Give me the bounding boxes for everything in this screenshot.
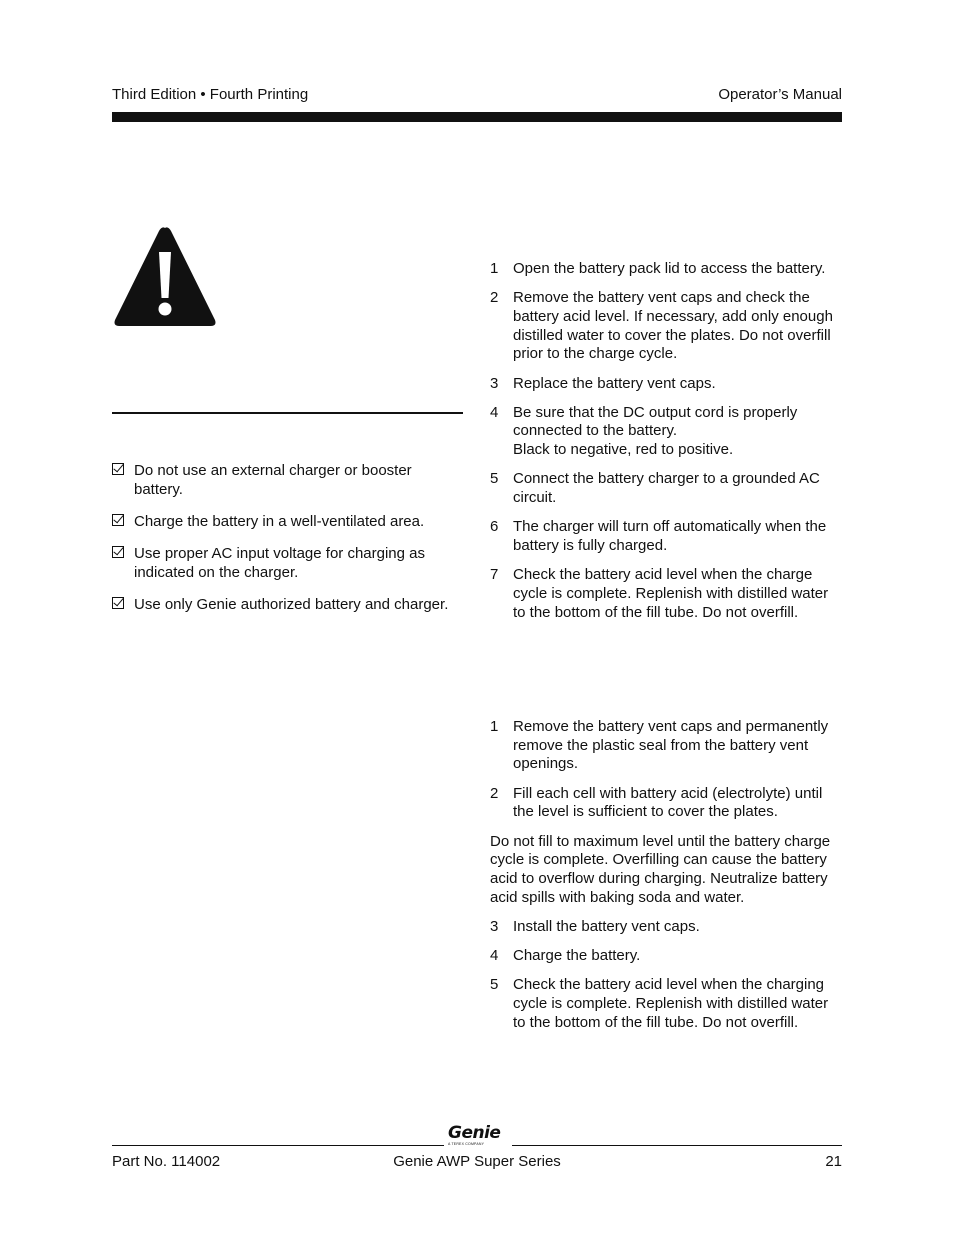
step-item: [490, 260, 842, 279]
step-text: Remove the battery vent caps and check the battery acid level. If necessary, add only enough distilled water to cover the plates. Do not overfill prior to the charge cycle.: [513, 289, 833, 363]
header-bar: [112, 112, 842, 122]
step-number: 5: [490, 470, 499, 488]
checklist-item: [112, 544, 464, 582]
step-number: 2: [490, 289, 499, 307]
step-text: Open the battery pack lid to access the battery.: [513, 260, 826, 277]
step-item: [490, 289, 842, 364]
step-text: The charger will turn off automatically when the battery is fully charged.: [513, 518, 827, 554]
step-number: 1: [490, 260, 499, 277]
step-item: [490, 976, 842, 1032]
step-item: [490, 718, 842, 774]
footer-rule-left: [112, 1145, 444, 1146]
step-number: 7: [490, 566, 499, 584]
step-text-secondary: Black to negative, red to positive.: [513, 441, 734, 459]
fill-steps: [490, 718, 842, 1043]
logo-wordmark: Genie: [448, 1123, 501, 1143]
step-item: [490, 375, 842, 394]
step-item: [490, 518, 842, 555]
checkbox-icon: [112, 597, 124, 609]
step-text: Replace the battery vent caps.: [513, 374, 716, 392]
step-text: Be sure that the DC output cord is properly connected to the battery.: [513, 403, 798, 440]
checklist-item-text: Use proper AC input voltage for charging as indicated on the charger.: [134, 545, 425, 581]
step-number: 5: [490, 976, 499, 994]
step-item: [490, 785, 842, 822]
step-text: Remove the battery vent caps and permanently remove the plastic seal from the battery vent openings.: [513, 718, 829, 773]
step-number: 3: [490, 917, 499, 935]
safety-checklist: [112, 461, 464, 627]
step-number: 4: [490, 403, 499, 421]
checklist-item-text: Charge the battery in a well-ventilated area.: [134, 513, 425, 530]
step-number: 4: [490, 947, 499, 965]
step-text: Check the battery acid level when the charging cycle is complete. Replenish with distilled water to the bottom of the fill tube. Do not overfill.: [513, 976, 829, 1031]
step-text: Check the battery acid level when the charge cycle is complete. Replenish with distilled water to the bottom of the fill tube. Do not overfill.: [513, 566, 829, 621]
page-number: 21: [825, 1153, 842, 1170]
step-text: Fill each cell with battery acid (electrolyte) until the level is sufficient to cover the plates.: [513, 784, 823, 821]
step-text: Install the battery vent caps.: [513, 917, 700, 935]
checkbox-icon: [112, 463, 124, 475]
step-number: 6: [490, 518, 499, 536]
checklist-item: [112, 512, 464, 531]
step-text: Connect the battery charger to a grounded AC circuit.: [513, 470, 820, 507]
step-item: [490, 947, 842, 966]
section-rule: [112, 412, 463, 414]
header-manual-title: Operator’s Manual: [718, 86, 842, 103]
step-item: [490, 470, 842, 507]
checkbox-icon: [112, 546, 124, 558]
footer-series: Genie AWP Super Series: [393, 1153, 561, 1170]
checklist-item: [112, 595, 464, 614]
footer-rule-right: [512, 1145, 842, 1146]
step-text: Charge the battery.: [513, 947, 641, 965]
charge-steps: [490, 260, 842, 633]
step-number: 1: [490, 718, 499, 735]
step-number: 2: [490, 784, 499, 802]
header-edition: Third Edition • Fourth Printing: [112, 86, 309, 103]
checklist-item-text: Do not use an external charger or booster battery.: [134, 462, 412, 498]
step-item: [490, 918, 842, 937]
footer-part-number: Part No. 114002: [112, 1153, 221, 1170]
step-item: [490, 566, 842, 622]
genie-logo: [448, 1124, 508, 1148]
checklist-item-text: Use only Genie authorized battery and charger.: [134, 596, 449, 613]
step-number: 3: [490, 374, 499, 392]
fill-note: Do not fill to maximum level until the battery charge cycle is complete. Overfilling can cause the battery acid to overflow during charging. Neutralize battery acid spills with baking soda and water.: [490, 832, 831, 906]
warning-triangle-icon: [110, 222, 220, 330]
step-item: [490, 404, 842, 460]
checkbox-icon: [112, 514, 124, 526]
checklist-item: [112, 461, 464, 499]
logo-tagline: A TEREX COMPANY: [448, 1142, 485, 1146]
